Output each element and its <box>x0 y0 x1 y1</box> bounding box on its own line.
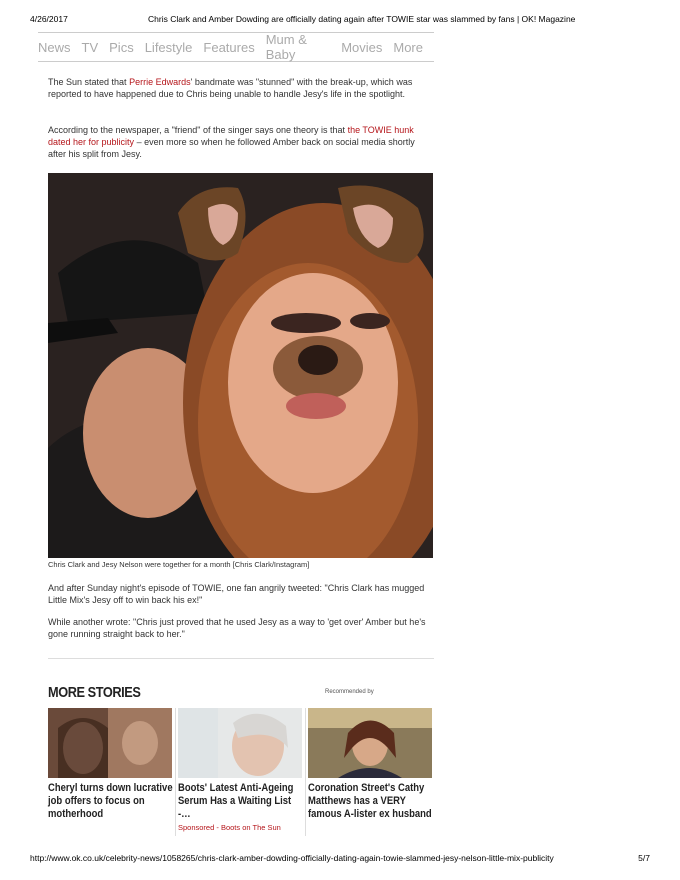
print-date: 4/26/2017 <box>30 14 68 24</box>
print-page-number: 5/7 <box>638 853 650 863</box>
p1-text-start: The Sun stated that <box>48 77 130 87</box>
p4-text: While another wrote: "Chris just proved that he used Jesy as a way to 'get over' Amber but he's gone running straight back to her." <box>48 617 426 639</box>
article-paragraph-2 <box>48 124 434 160</box>
story-thumb-2 <box>178 708 302 778</box>
photo-caption: Chris Clark and Jesy Nelson were together for a month [Chris Clark/Instagram] <box>48 560 310 569</box>
print-header <box>30 14 650 24</box>
p2-text-start: According to the newspaper, a "friend" of the singer says one theory is that <box>48 125 348 135</box>
nav-item-mum-baby[interactable]: Mum & Baby <box>265 32 307 62</box>
story-card-2[interactable] <box>178 708 302 832</box>
p3-text: And after Sunday night's episode of TOWIE, one fan angrily tweeted: "Chris Clark has mugged Little Mix's Jesy off to win back his ex!" <box>48 583 425 605</box>
print-title: Chris Clark and Amber Dowding are officially dating again after TOWIE star was slammed by fans | OK! Magazine <box>148 14 576 24</box>
story-headline-2[interactable]: Boots' Latest Anti-Ageing Serum Has a Waiting List -… <box>178 782 294 820</box>
print-footer <box>30 853 650 863</box>
article-paragraph-1 <box>48 76 434 100</box>
p1-text-end: ' bandmate was "stunned" with the break-up, which was reported to have happened due to Chris being unable to handle Jesy's life in the spotlight. <box>48 77 413 99</box>
nav-item-pics[interactable]: Pics <box>109 39 134 55</box>
selfie-image <box>48 173 433 558</box>
story-thumb-1 <box>48 708 172 778</box>
article-photo <box>48 173 433 558</box>
section-divider <box>48 658 434 659</box>
story-thumb-3 <box>308 708 432 778</box>
p2-text-end: – even more so when he followed Amber back on social media shortly after his split from Jesy. <box>48 137 415 159</box>
story-card-3[interactable] <box>308 708 432 821</box>
sponsored-label[interactable]: Sponsored - Boots on The Sun <box>178 823 281 832</box>
nav-item-more[interactable]: More <box>393 39 423 55</box>
story-headline-1[interactable]: Cheryl turns down lucrative job offers to focus on motherhood <box>48 782 173 820</box>
more-stories-heading: MORE STORIES <box>48 684 141 701</box>
perrie-edwards-link[interactable]: Perrie Edwards <box>129 77 191 87</box>
article-paragraph-4 <box>48 616 434 640</box>
towie-hunk-link[interactable]: the TOWIE hunk dated her for publicity <box>48 125 414 147</box>
nav-item-features[interactable]: Features <box>203 39 255 55</box>
recommended-by-label: Recommended by <box>325 689 374 695</box>
print-url: http://www.ok.co.uk/celebrity-news/1058265/chris-clark-amber-dowding-officially-dating-again-towie-slammed-jesy-nelson-little-mix-publicity <box>30 853 554 863</box>
story-card-1[interactable] <box>48 708 172 821</box>
main-nav <box>38 32 434 62</box>
nav-item-lifestyle[interactable]: Lifestyle <box>144 39 193 55</box>
card-separator <box>305 708 306 836</box>
nav-item-tv[interactable]: TV <box>81 39 99 55</box>
story-headline-3[interactable]: Coronation Street's Cathy Matthews has a VERY famous A-lister ex husband <box>308 782 432 820</box>
nav-item-movies[interactable]: Movies <box>341 39 383 55</box>
nav-item-news[interactable]: News <box>38 39 71 55</box>
article-paragraph-3 <box>48 582 434 606</box>
card-separator <box>175 708 176 836</box>
